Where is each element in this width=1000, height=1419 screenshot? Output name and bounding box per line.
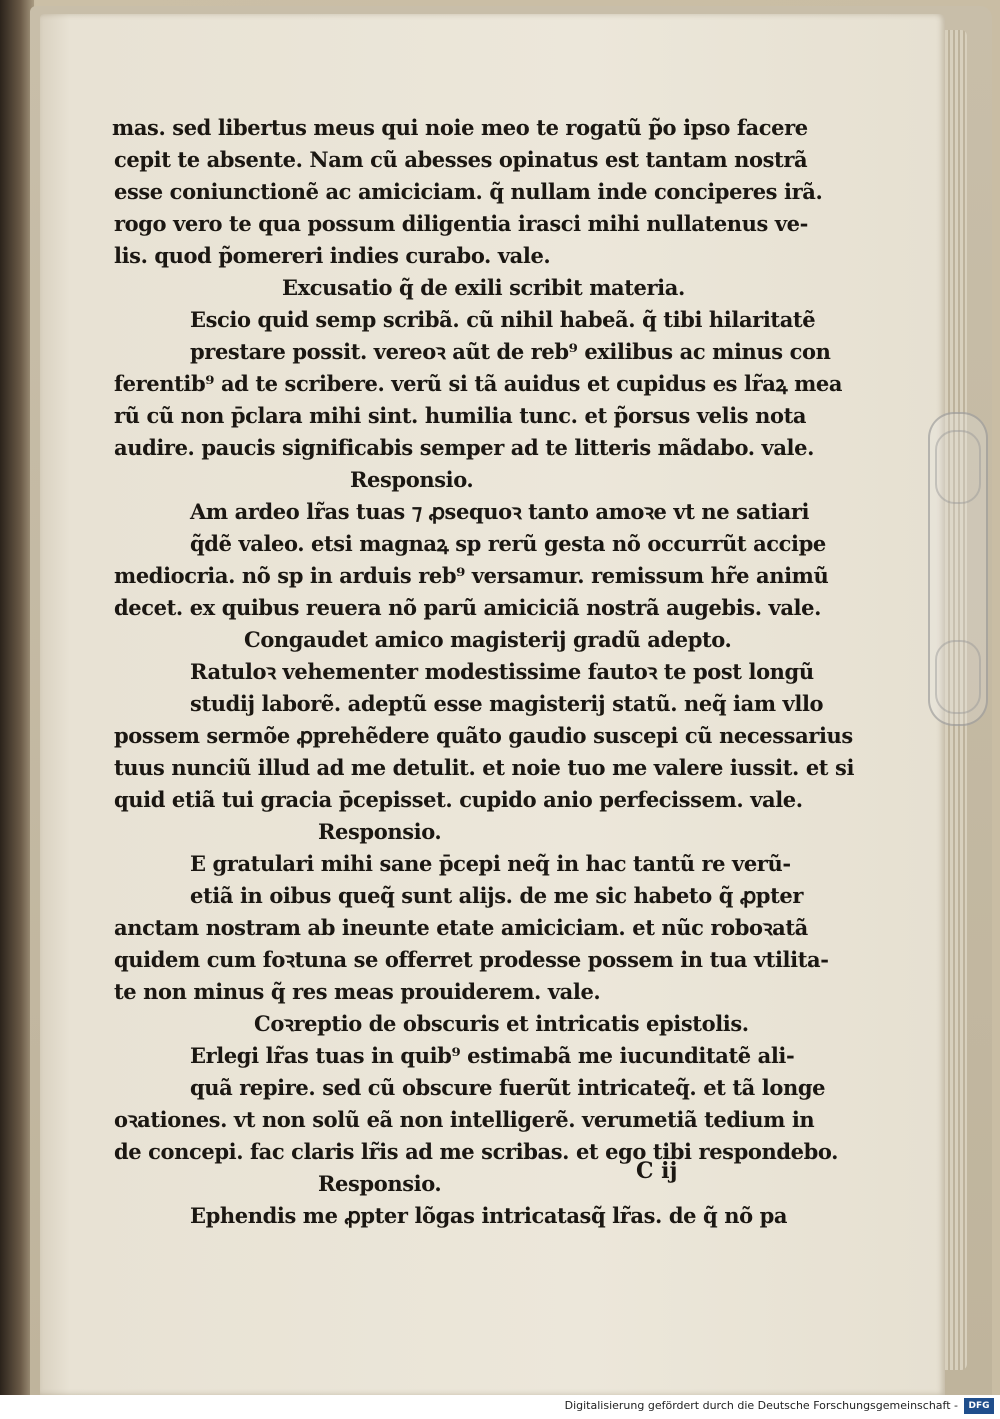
footer-bar <box>0 1395 1000 1419</box>
text-line: quidem cum foꝛtuna se offerret prodesse possem in tua vtilita- <box>114 947 829 972</box>
text-line: rũ cũ non p̄clara mihi sint. humilia tunc. et p̃orsus velis nota <box>114 403 807 428</box>
text-line: quid etiã tui gracia p̄cepisset. cupido anio perfecissem. vale. <box>114 787 803 812</box>
book-spine <box>0 0 34 1395</box>
text-line: Ephendis me ꝓpter lõgas intricatasq̃ lr̃as. de q̃ nõ pa <box>190 1203 788 1228</box>
section-heading: Responsio. <box>350 467 474 492</box>
text-line: oꝛationes. vt non solũ eã non intelligerẽ. verumetiã tedium in <box>114 1107 815 1132</box>
text-line: decet. ex quibus reuera nõ parũ amiciciã nostrã augebis. vale. <box>114 595 821 620</box>
clip-handle-bottom <box>935 640 981 714</box>
text-line: anctam nostram ab ineunte etate amiciciam. et nũc roboꝛatã <box>114 915 808 940</box>
text-line: studij laborẽ. adeptũ esse magisterij statũ. neq̃ iam vllo <box>190 691 824 716</box>
text-line: mediocria. nõ sp in arduis reb⁹ versamur. remissum hr̃e animũ <box>114 563 829 588</box>
section-heading: Responsio. <box>318 819 442 844</box>
text-line: te non minus q̃ res meas prouiderem. vale. <box>114 979 601 1004</box>
text-line: prestare possit. vereoꝛ aũt de reb⁹ exilibus ac minus con <box>190 339 831 364</box>
text-line: de concepi. fac claris lr̃is ad me scribas. et ego tibi respondebo. <box>114 1139 839 1164</box>
text-line: q̃dẽ valeo. etsi magnaꝝ sp rerũ gesta nõ occurrũt accipe <box>190 531 826 556</box>
text-line: esse coniunctionẽ ac amiciciam. q̃ nullam inde conciperes irã. <box>114 179 823 204</box>
text-line: Escio quid semp scribã. cũ nihil habeã. q̃ tibi hilaritatẽ <box>190 307 816 332</box>
text-line: audire. paucis significabis semper ad te litteris mãdabo. vale. <box>114 435 814 460</box>
section-heading: Congaudet amico magisterij gradũ adepto. <box>244 627 732 652</box>
text-line: quã repire. sed cũ obscure fuerũt intricateq̃. et tã longe <box>190 1075 826 1100</box>
section-heading: Excusatio q̃ de exili scribit materia. <box>282 275 685 300</box>
signature-mark: C ij <box>636 1158 678 1184</box>
text-line: mas. sed libertus meus qui noie meo te rogatũ p̃o ipso facere <box>112 115 808 140</box>
text-line: Ratuloꝛ vehementer modestissime fautoꝛ te post longũ <box>190 659 814 684</box>
funding-credit: Digitalisierung gefördert durch die Deutsche Forschungsgemeinschaft - <box>564 1399 958 1412</box>
section-heading: Coꝛreptio de obscuris et intricatis epistolis. <box>254 1011 749 1036</box>
text-line: lis. quod p̃omereri indies curabo. vale. <box>114 243 551 268</box>
text-line: possem sermõe ꝓprehẽdere quãto gaudio suscepi cũ necessarius <box>114 723 853 748</box>
text-line: tuus nunciũ illud ad me detulit. et noie tuo me valere iussit. et si <box>114 755 855 780</box>
text-line: Erlegi lr̃as tuas in quib⁹ estimabã me iucunditatẽ ali- <box>190 1043 795 1068</box>
section-heading: Responsio. <box>318 1171 442 1196</box>
text-line: ferentib⁹ ad te scribere. verũ si tã auidus et cupidus es lr̃aꝝ mea <box>114 371 843 396</box>
dfg-logo-icon: DFG <box>964 1398 994 1414</box>
text-line: Am ardeo lr̃as tuas ⁊ ꝓsequoꝛ tanto amoꝛe vt ne satiari <box>190 499 810 524</box>
text-line: cepit te absente. Nam cũ abesses opinatus est tantam nostrã <box>114 147 808 172</box>
clip-handle-top <box>935 430 981 504</box>
text-line: E gratulari mihi sane p̄cepi neq̃ in hac tantũ re verũ- <box>190 851 791 876</box>
text-line: rogo vero te qua possum diligentia irasci mihi nullatenus ve- <box>114 211 808 236</box>
text-line: etiã in oibus queq̃ sunt alijs. de me sic habeto q̃ ꝓpter <box>190 883 804 908</box>
